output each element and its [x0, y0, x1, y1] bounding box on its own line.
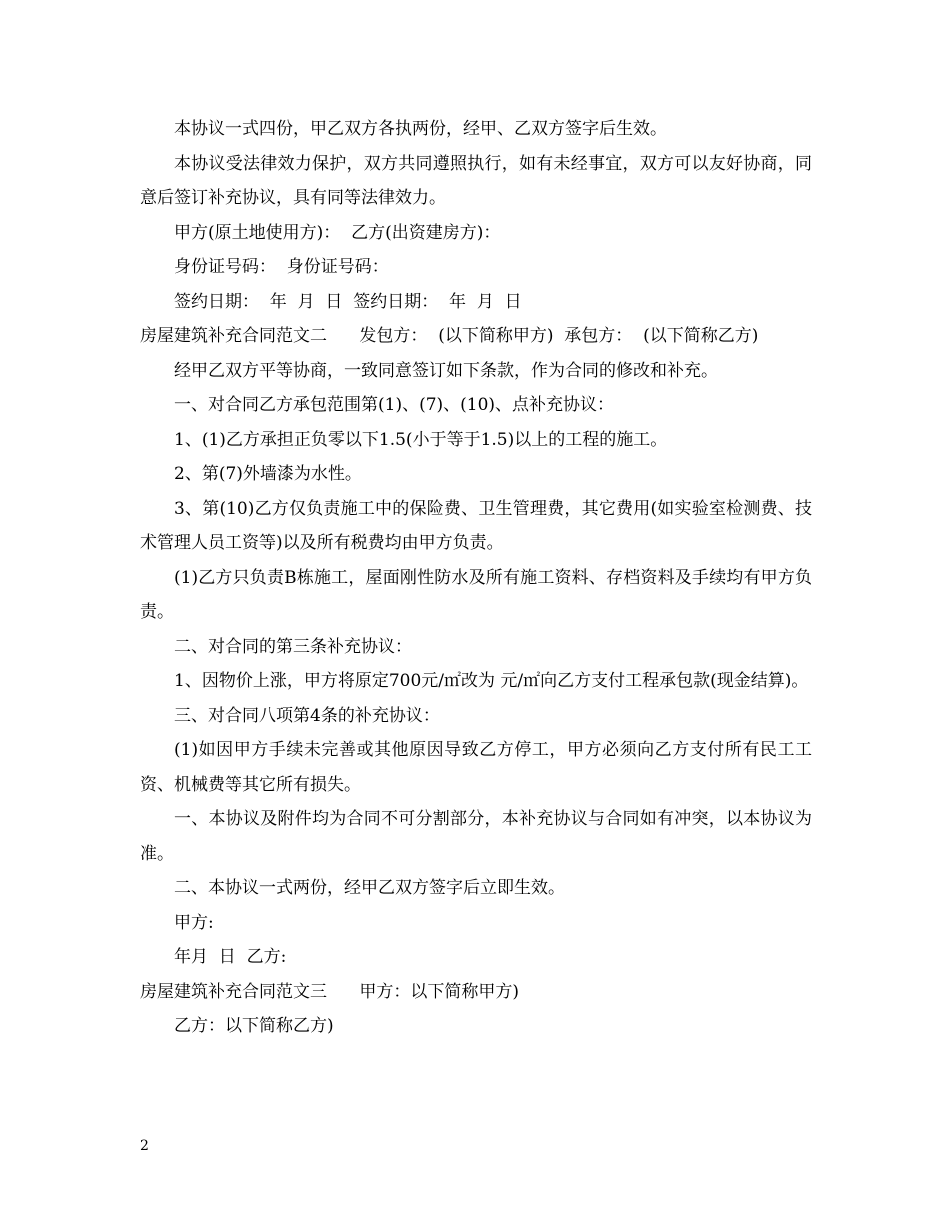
- paragraph: 本协议受法律效力保护，双方共同遵照执行，如有未经事宜，双方可以友好协商，同意后签订补充协议，具有同等法律效力。: [140, 153, 812, 208]
- paragraph: 房屋建筑补充合同范文二 发包方： (以下简称甲方) 承包方： (以下简称乙方): [140, 326, 759, 346]
- document-body: [140, 112, 812, 1044]
- paragraph: 1、(1)乙方承担正负零以下1.5(小于等于1.5)以上的工程的施工。: [174, 429, 668, 450]
- paragraph: 经甲乙双方平等协商，一致同意签订如下条款，作为合同的修改和补充。: [174, 360, 718, 381]
- paragraph: (1)如因甲方手续未完善或其他原因导致乙方停工，甲方必须向乙方支付所有民工工资、机械费等其它所有损失。: [140, 740, 812, 795]
- paragraph: 签约日期： 年 月 日 签约日期： 年 月 日: [174, 291, 522, 312]
- paragraph: 二、本协议一式两份，经甲乙双方签字后立即生效。: [174, 878, 565, 898]
- paragraph: 一、本协议及附件均为合同不可分割部分，本补充协议与合同如有冲突，以本协议为准。: [140, 809, 812, 864]
- paragraph: 1、因物价上涨，甲方将原定700元/㎡改为 元/㎡向乙方支付工程承包款(现金结算)。: [174, 671, 809, 691]
- paragraph: 房屋建筑补充合同范文三 甲方：以下简称甲方): [140, 981, 520, 1002]
- paragraph: 2、第(7)外墙漆为水性。: [174, 464, 362, 484]
- paragraph: 三、对合同八项第4条的补充协议：: [174, 705, 440, 726]
- paragraph: 二、对合同的第三条补充协议：: [174, 636, 412, 657]
- paragraph: 乙方：以下简称乙方): [174, 1016, 334, 1036]
- paragraph: 年月 日 乙方:: [174, 947, 287, 967]
- paragraph: 3、第(10)乙方仅负责施工中的保险费、卫生管理费，其它费用(如实验室检测费、技术管理人员工资等)以及所有税费均由甲方负责。: [140, 498, 812, 553]
- paragraph: 甲方(原土地使用方)： 乙方(出资建房方)：: [174, 222, 501, 243]
- paragraph: (1)乙方只负责B栋施工，屋面刚性防水及所有施工资料、存档资料及手续均有甲方负责。: [140, 567, 812, 622]
- page-number: 2: [140, 1138, 149, 1154]
- paragraph: 甲方:: [174, 912, 214, 933]
- paragraph: 身份证号码： 身份证号码：: [174, 257, 389, 277]
- paragraph: 本协议一式四份，甲乙双方各执两份，经甲、乙双方签字后生效。: [174, 119, 667, 139]
- paragraph: 一、对合同乙方承包范围第(1)、(7)、(10)、点补充协议：: [174, 395, 615, 415]
